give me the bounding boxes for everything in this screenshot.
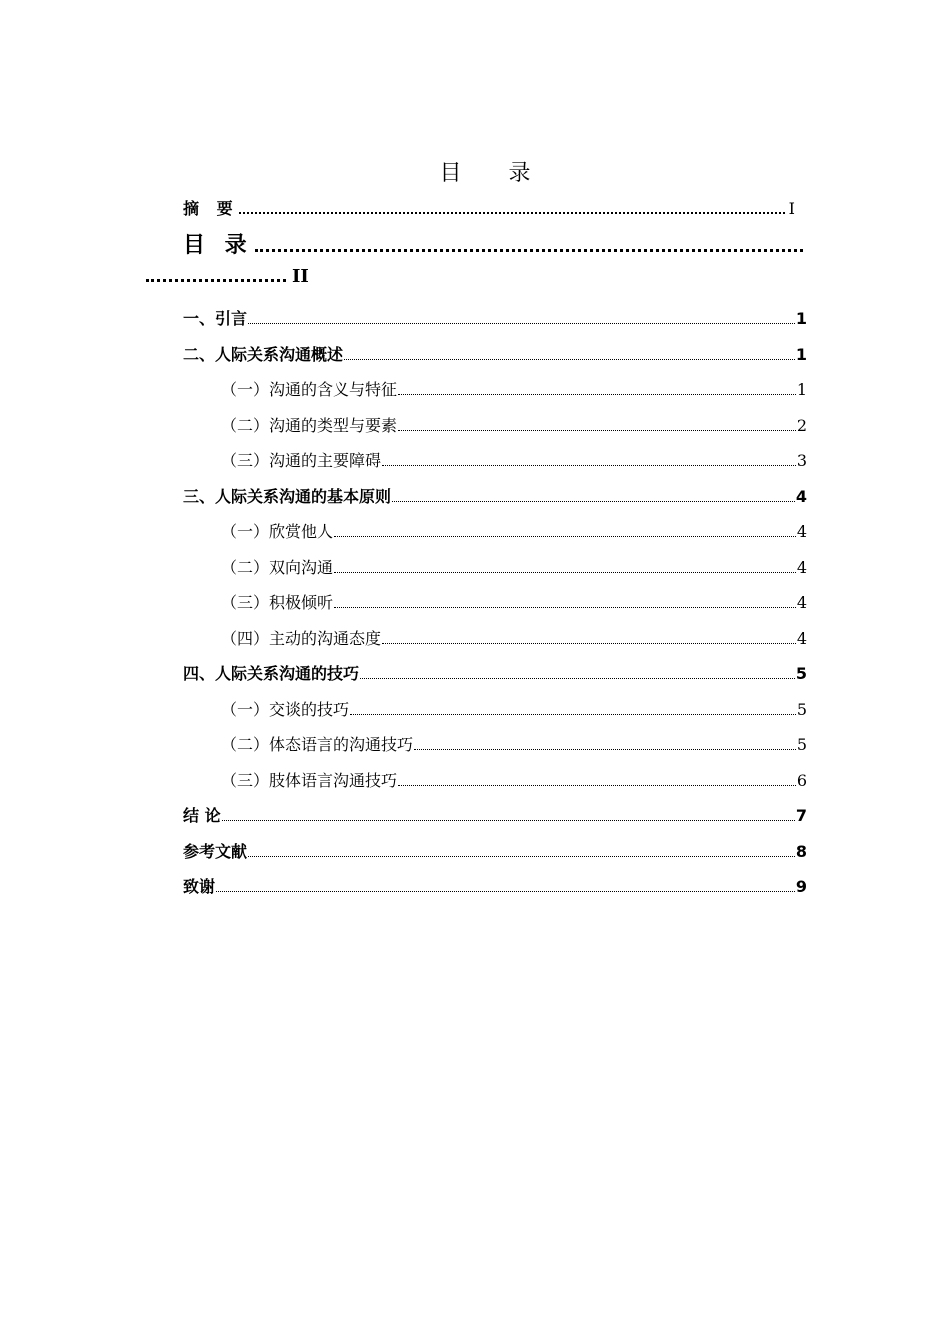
toc-entry[interactable]	[183, 840, 807, 864]
toc-entry-label: （一）欣赏他人	[221, 522, 334, 541]
toc-entry-label: （三）肢体语言沟通技巧	[221, 770, 398, 790]
toc-entry[interactable]	[221, 520, 807, 544]
toc-entry[interactable]	[221, 556, 807, 580]
dot-leader	[344, 359, 795, 360]
dot-leader	[334, 607, 796, 608]
toc-entry[interactable]	[183, 307, 807, 331]
dot-leader	[382, 465, 796, 466]
toc-entry-page: 5	[795, 664, 807, 683]
dot-leader	[382, 643, 796, 644]
dot-leader	[239, 212, 785, 214]
toc-entry-label: 参考文献	[183, 841, 248, 861]
toc-entry[interactable]	[183, 485, 807, 509]
toc-entry-page: 5	[796, 735, 807, 754]
toc-entry-label: 致谢	[183, 877, 216, 896]
toc-entry-label: 目 录	[183, 233, 253, 258]
dot-leader	[334, 536, 796, 537]
toc-entry-label: （三）积极倾听	[221, 593, 334, 612]
toc-entry-label: （二）体态语言的沟通技巧	[221, 735, 414, 754]
toc-entry[interactable]	[183, 804, 807, 828]
toc-entry-label: 一、引言	[183, 309, 248, 328]
toc-entry-label: 二、人际关系沟通概述	[183, 344, 344, 364]
toc-entry[interactable]	[221, 627, 807, 651]
toc-entry-page: 4	[796, 557, 807, 577]
toc-entry-page: 1	[795, 309, 807, 328]
toc-entry-page: 5	[796, 699, 807, 719]
dot-leader	[360, 678, 795, 679]
toc-entry-page: 4	[795, 486, 807, 506]
toc-entry-page: 7	[795, 806, 807, 825]
toc-entry[interactable]	[221, 449, 807, 473]
toc-entry[interactable]	[221, 378, 807, 402]
dot-leader	[146, 279, 286, 282]
toc-entry[interactable]	[221, 698, 807, 722]
toc-entry-page: 4	[796, 628, 807, 648]
toc-entry-label: （一）沟通的含义与特征	[221, 380, 398, 399]
dot-leader	[255, 249, 803, 252]
toc-entry[interactable]	[221, 733, 807, 757]
dot-leader	[248, 323, 795, 324]
toc-entry[interactable]	[221, 591, 807, 615]
toc-entry-page: 2	[796, 415, 807, 435]
dot-leader	[216, 891, 795, 892]
dot-leader	[414, 749, 796, 750]
toc-entry[interactable]	[183, 875, 807, 899]
toc-entry-label: （一）交谈的技巧	[221, 699, 350, 719]
toc-entry-page: I	[788, 199, 795, 218]
toc-entry-label: 四、人际关系沟通的技巧	[183, 664, 360, 683]
toc-entry[interactable]	[183, 662, 807, 686]
toc-heading: 目 录	[439, 161, 551, 186]
toc-entry-label: 三、人际关系沟通的基本原则	[183, 486, 392, 506]
toc-entry-page: 4	[796, 522, 807, 541]
toc-entry-contents-continued[interactable]	[146, 266, 309, 288]
dot-leader	[398, 430, 796, 431]
toc-entry-page: II	[292, 266, 309, 287]
toc-entry-page: 8	[795, 841, 807, 861]
toc-entry-label: （二）双向沟通	[221, 557, 334, 577]
toc-entry[interactable]	[221, 769, 807, 793]
toc-entry[interactable]	[183, 343, 807, 367]
toc-entry-label: （四）主动的沟通态度	[221, 628, 382, 648]
toc-entry-page: 1	[795, 344, 807, 364]
toc-entry[interactable]	[221, 414, 807, 438]
dot-leader	[398, 785, 796, 786]
dot-leader	[350, 714, 796, 715]
toc-entry-page: 1	[796, 380, 807, 399]
toc-entry-label: （二）沟通的类型与要素	[221, 415, 398, 435]
toc-entry-abstract[interactable]	[183, 196, 795, 219]
dot-leader	[248, 856, 795, 857]
toc-entry-label: （三）沟通的主要障碍	[221, 451, 382, 470]
toc-entry-page: 9	[795, 877, 807, 896]
toc-entry-contents[interactable]	[183, 228, 803, 259]
dot-leader	[398, 394, 796, 395]
dot-leader	[334, 572, 796, 573]
toc-entry-page: 3	[796, 451, 807, 470]
toc-entry-page: 6	[796, 770, 807, 790]
dot-leader	[392, 501, 795, 502]
toc-entry-label: 结 论	[183, 806, 221, 825]
toc-entry-page: 4	[796, 593, 807, 612]
dot-leader	[222, 820, 795, 821]
toc-entry-label: 摘 要	[183, 199, 239, 218]
